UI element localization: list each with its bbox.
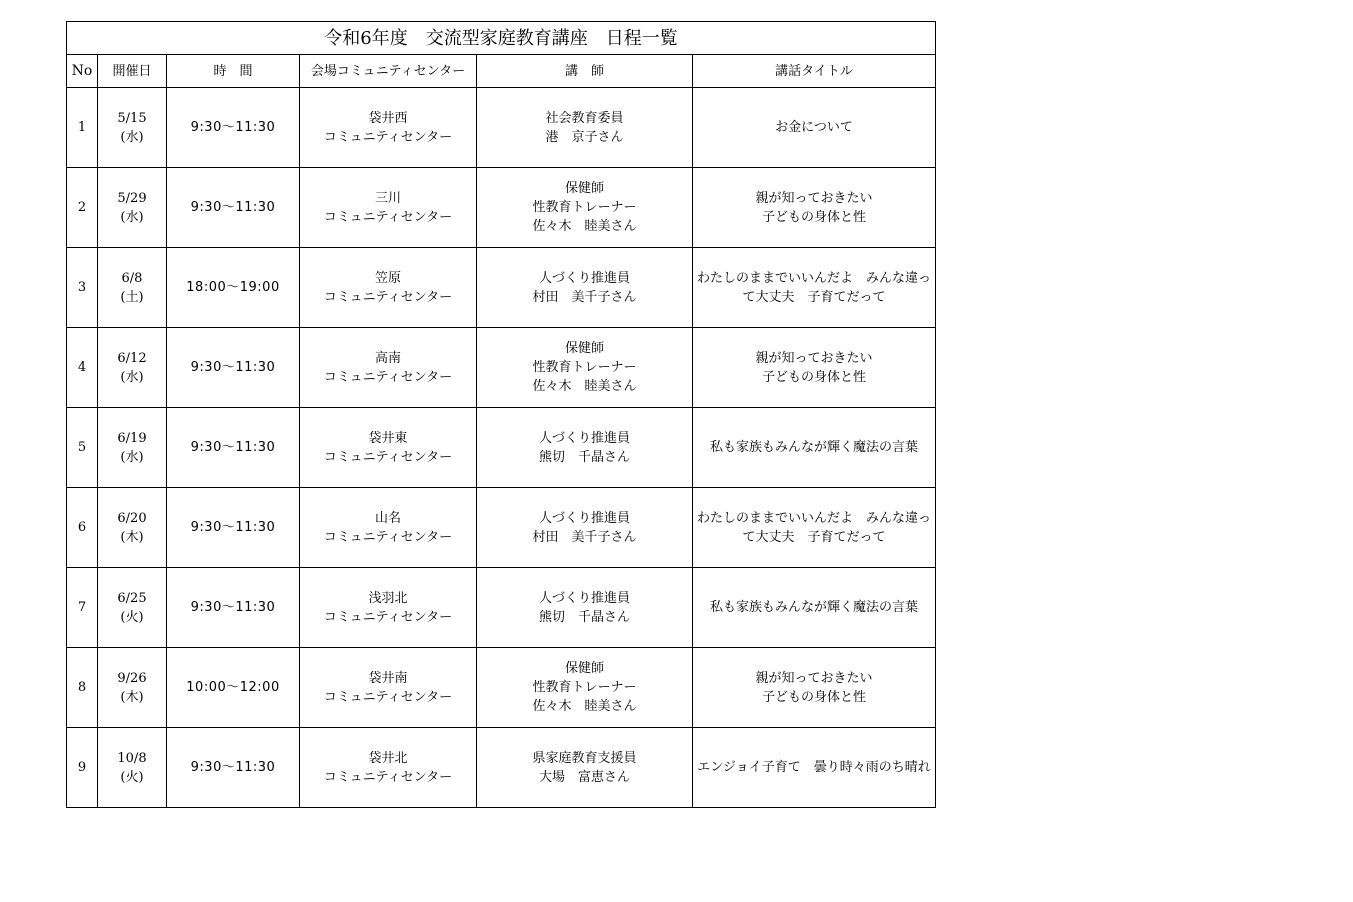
- row-talk-title: [693, 408, 936, 488]
- row-day-of-week: (水): [120, 369, 144, 385]
- row-lecturer: [477, 568, 693, 648]
- row-venue-name: 袋井北: [368, 750, 408, 766]
- row-date: [98, 328, 167, 408]
- row-day-of-week: (火): [120, 609, 144, 625]
- row-talk-title-text: 親が知っておきたい 子どもの身体と性: [755, 350, 873, 385]
- row-talk-title: [693, 328, 936, 408]
- row-lecturer: [477, 88, 693, 168]
- row-talk-title-text: 私も家族もみんなが輝く魔法の言葉: [710, 600, 919, 615]
- row-lecturer-line: 県家庭教育支援員: [532, 750, 637, 766]
- row-day-of-week: (水): [120, 449, 144, 465]
- row-lecturer: [477, 408, 693, 488]
- row-number: 6: [67, 488, 98, 568]
- table-row: [67, 88, 936, 168]
- row-time: 9:30～11:30: [167, 328, 300, 408]
- row-date-value: 6/19: [117, 430, 147, 446]
- row-venue: [300, 168, 477, 248]
- header-date: 開催日: [98, 55, 167, 88]
- row-date: [98, 648, 167, 728]
- row-lecturer-line: 性教育トレーナー: [532, 680, 637, 695]
- row-day-of-week: (木): [120, 529, 144, 545]
- row-lecturer-line: 保健師: [564, 341, 604, 356]
- row-time: 9:30～11:30: [167, 88, 300, 168]
- row-talk-title: [693, 568, 936, 648]
- row-talk-title: [693, 488, 936, 568]
- row-time: 9:30～11:30: [167, 168, 300, 248]
- row-talk-title-text: 私も家族もみんなが輝く魔法の言葉: [710, 440, 919, 455]
- row-talk-title: [693, 88, 936, 168]
- row-time: 18:00～19:00: [167, 248, 300, 328]
- row-date: [98, 248, 167, 328]
- schedule-table: [66, 21, 936, 808]
- row-talk-title: [693, 648, 936, 728]
- row-date-value: 6/8: [121, 270, 143, 286]
- row-number: 4: [67, 328, 98, 408]
- table-row: [67, 488, 936, 568]
- row-lecturer: [477, 728, 693, 808]
- row-lecturer-line: 人づくり推進員: [538, 510, 630, 526]
- table-row: [67, 728, 936, 808]
- row-venue: [300, 248, 477, 328]
- row-venue-name: 三川: [374, 190, 401, 206]
- table-row: [67, 168, 936, 248]
- row-talk-title-text: 親が知っておきたい 子どもの身体と性: [755, 670, 873, 705]
- row-lecturer-line: 大場 富恵さん: [538, 769, 630, 785]
- row-day-of-week: (木): [120, 689, 144, 705]
- row-day-of-week: (水): [120, 209, 144, 225]
- row-date: [98, 568, 167, 648]
- row-venue-type: コミュニティセンター: [323, 209, 453, 225]
- title-row: [67, 22, 936, 55]
- row-venue-type: コミュニティセンター: [323, 689, 453, 705]
- row-date: [98, 168, 167, 248]
- row-venue-name: 高南: [374, 350, 401, 366]
- row-venue-type: コミュニティセンター: [323, 129, 453, 145]
- row-talk-title: [693, 728, 936, 808]
- row-venue: [300, 88, 477, 168]
- row-date: [98, 488, 167, 568]
- row-talk-title: [693, 168, 936, 248]
- row-venue-type: コミュニティセンター: [323, 449, 453, 465]
- row-lecturer-line: 佐々木 睦美さん: [532, 219, 637, 234]
- row-time: 9:30～11:30: [167, 488, 300, 568]
- row-talk-title: [693, 248, 936, 328]
- row-lecturer: [477, 648, 693, 728]
- row-venue: [300, 728, 477, 808]
- row-day-of-week: (水): [120, 129, 144, 145]
- header-time: 時 間: [167, 55, 300, 88]
- row-date-value: 9/26: [117, 670, 147, 686]
- row-talk-title-text: わたしのままでいいんだよ みんな違って大丈夫 子育てだって: [697, 270, 932, 305]
- row-venue-name: 袋井西: [368, 110, 408, 126]
- row-lecturer: [477, 248, 693, 328]
- row-venue: [300, 488, 477, 568]
- row-day-of-week: (火): [120, 769, 144, 785]
- row-lecturer-line: 村田 美千子さん: [532, 529, 637, 545]
- row-date-value: 6/25: [117, 590, 147, 606]
- row-venue: [300, 328, 477, 408]
- row-venue-type: コミュニティセンター: [323, 369, 453, 385]
- row-lecturer-line: 佐々木 睦美さん: [532, 699, 637, 714]
- row-date-value: 10/8: [117, 750, 147, 766]
- row-venue-type: コミュニティセンター: [323, 289, 453, 305]
- row-lecturer-line: 熊切 千晶さん: [538, 449, 630, 465]
- table-row: [67, 408, 936, 488]
- row-talk-title-text: エンジョイ子育て 曇り時々雨のち晴れ: [697, 760, 931, 775]
- row-venue: [300, 568, 477, 648]
- row-number: 8: [67, 648, 98, 728]
- row-time: 9:30～11:30: [167, 568, 300, 648]
- row-talk-title-text: 親が知っておきたい 子どもの身体と性: [755, 190, 873, 225]
- row-venue-type: コミュニティセンター: [323, 769, 453, 785]
- row-date-value: 6/12: [117, 350, 147, 366]
- row-lecturer-line: 社会教育委員: [545, 110, 624, 126]
- row-time: 10:00～12:00: [167, 648, 300, 728]
- table-row: [67, 568, 936, 648]
- row-lecturer-line: 佐々木 睦美さん: [532, 379, 637, 394]
- row-number: 9: [67, 728, 98, 808]
- header-row: [67, 55, 936, 88]
- table-row: [67, 648, 936, 728]
- row-lecturer: [477, 328, 693, 408]
- row-lecturer-line: 保健師: [564, 181, 604, 196]
- row-venue-type: コミュニティセンター: [323, 529, 453, 545]
- header-lecturer: 講 師: [477, 55, 693, 88]
- row-date: [98, 88, 167, 168]
- row-venue-type: コミュニティセンター: [323, 609, 453, 625]
- row-lecturer-line: 保健師: [564, 661, 604, 676]
- row-number: 2: [67, 168, 98, 248]
- row-number: 5: [67, 408, 98, 488]
- row-number: 1: [67, 88, 98, 168]
- row-venue: [300, 408, 477, 488]
- row-venue-name: 袋井東: [368, 430, 408, 446]
- row-venue: [300, 648, 477, 728]
- row-venue-name: 袋井南: [368, 670, 408, 686]
- row-day-of-week: (土): [120, 289, 144, 305]
- row-number: 3: [67, 248, 98, 328]
- row-venue-name: 浅羽北: [368, 590, 408, 606]
- row-lecturer-line: 性教育トレーナー: [532, 360, 637, 375]
- row-date-value: 6/20: [117, 510, 147, 526]
- row-lecturer-line: 村田 美千子さん: [532, 289, 637, 305]
- row-lecturer-line: 人づくり推進員: [538, 590, 630, 606]
- row-lecturer: [477, 168, 693, 248]
- table-row: [67, 328, 936, 408]
- row-lecturer-line: 人づくり推進員: [538, 430, 630, 446]
- row-venue-name: 山名: [374, 510, 401, 526]
- schedule-title: 令和6年度 交流型家庭教育講座 日程一覧: [67, 22, 936, 55]
- row-talk-title-text: お金について: [775, 120, 853, 135]
- row-talk-title-text: わたしのままでいいんだよ みんな違って大丈夫 子育てだって: [697, 510, 932, 545]
- row-lecturer-line: 性教育トレーナー: [532, 200, 637, 215]
- row-number: 7: [67, 568, 98, 648]
- row-lecturer-line: 人づくり推進員: [538, 270, 630, 286]
- row-time: 9:30～11:30: [167, 408, 300, 488]
- row-date-value: 5/15: [117, 110, 147, 126]
- row-date: [98, 728, 167, 808]
- row-lecturer: [477, 488, 693, 568]
- table-row: [67, 248, 936, 328]
- row-time: 9:30～11:30: [167, 728, 300, 808]
- header-talk-title: 講話タイトル: [693, 55, 936, 88]
- row-lecturer-line: 港 京子さん: [545, 129, 624, 145]
- row-lecturer-line: 熊切 千晶さん: [538, 609, 630, 625]
- row-date: [98, 408, 167, 488]
- row-date-value: 5/29: [117, 190, 147, 206]
- header-no: No: [67, 55, 98, 88]
- header-venue: 会場コミュニティセンター: [300, 55, 477, 88]
- row-venue-name: 笠原: [374, 270, 401, 286]
